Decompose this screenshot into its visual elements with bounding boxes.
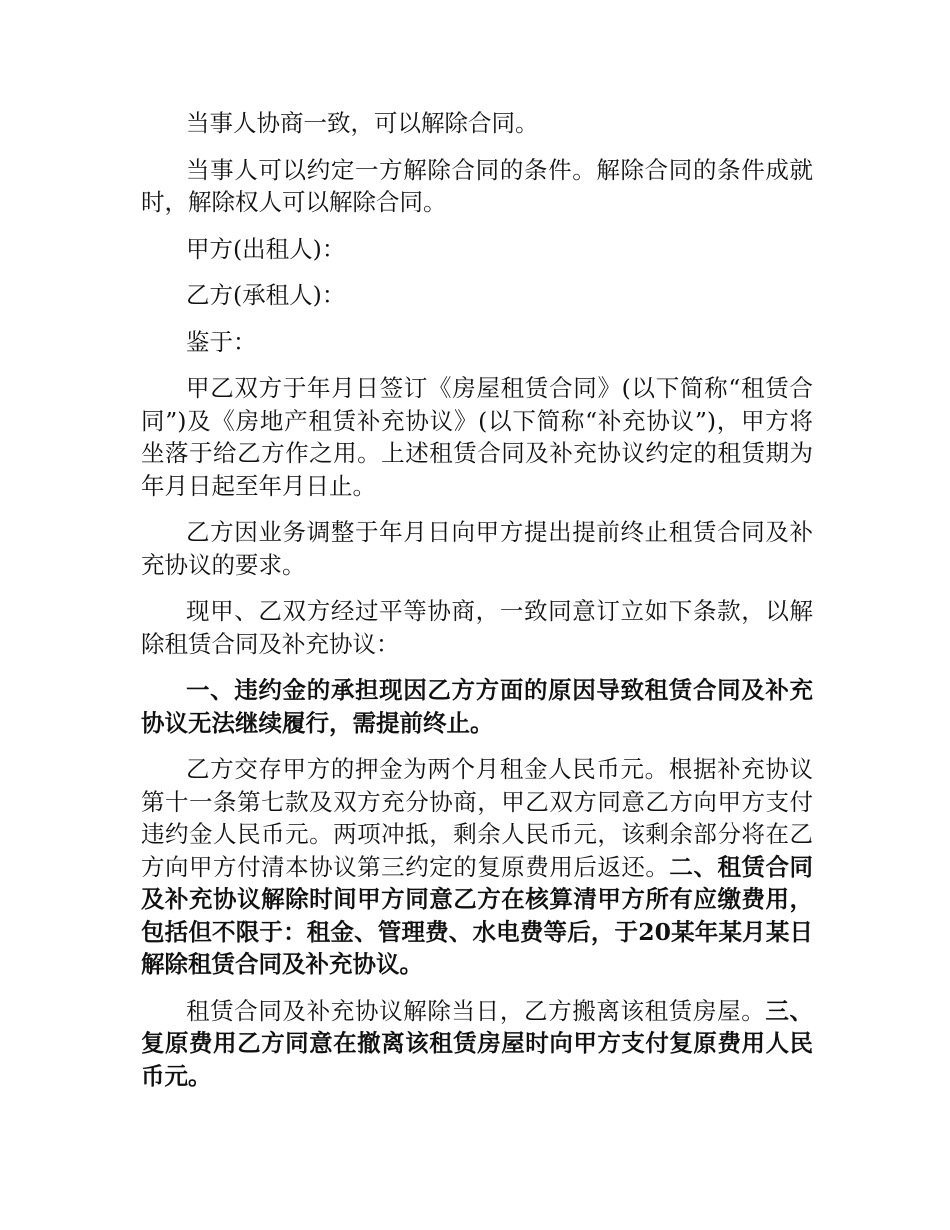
- party-b-label: 乙方(承租人)：: [186, 281, 346, 309]
- clause-one-heading: [141, 674, 813, 739]
- paragraph-text: 现甲、乙双方经过平等协商，一致同意订立如下条款，以解除租赁合同及补充协议：: [141, 597, 813, 658]
- paragraph-lease-background: [141, 372, 813, 502]
- party-a-line: [141, 233, 813, 266]
- whereas-label: 鉴于：: [186, 327, 257, 356]
- paragraph-deposit-and-clause-two: [141, 753, 813, 981]
- paragraph-text: 乙方因业务调整于年月日向甲方提出提前终止租赁合同及补充协议的要求。: [141, 518, 813, 579]
- paragraph-move-out-and-clause-three: [141, 995, 813, 1093]
- paragraph-text: 甲乙双方于年月日签订《房屋租赁合同》(以下简称“租赁合同”)及《房地产租赁补充协议》(以下简称“补充协议”)，甲方将坐落于给乙方作之用。上述租赁合同及补充协议约定的租赁期为年月日起至年月日止。: [141, 374, 813, 500]
- whereas-line: [141, 326, 813, 359]
- paragraph-agreement-intro: [141, 595, 813, 660]
- deposit-text: 乙方交存甲方的押金为两个月租金人民币元。根据补充协议第十一条第七款及双方充分协商，甲乙双方同意乙方向甲方支付违约金人民币元。两项冲抵，剩余人民币元，该剩余部分将在乙方向甲方付清本协议第三约定的复原费用后返还。: [141, 755, 813, 881]
- clause-heading-text: 一、违约金的承担现因乙方方面的原因导致租赁合同及补充协议无法继续履行，需提前终止。: [141, 676, 813, 737]
- paragraph-text: 当事人可以约定一方解除合同的条件。解除合同的条件成就时，解除权人可以解除合同。: [141, 155, 813, 216]
- clause-two-heading: 二、租赁合同及补充协议解除时间甲方同意乙方在核算清甲方所有应缴费用，包括但不限于：租金、管理费、水电费等后，于20某年某月某日解除租赁合同及补充协议。: [141, 852, 814, 978]
- paragraph-mutual-agreement: [141, 107, 813, 140]
- paragraph-text: 当事人协商一致，可以解除合同。: [186, 109, 539, 137]
- party-a-label: 甲方(出租人)：: [186, 234, 346, 263]
- document-body: [141, 107, 813, 1106]
- party-b-line: [141, 279, 813, 312]
- paragraph-early-termination-request: [141, 516, 813, 581]
- paragraph-termination-conditions: [141, 154, 813, 219]
- move-out-text: 租赁合同及补充协议解除当日，乙方搬离该租赁房屋。: [186, 996, 766, 1025]
- clause-three-heading: 三、复原费用乙方同意在撤离该租赁房屋时向甲方支付复原费用人民币元。: [141, 996, 813, 1090]
